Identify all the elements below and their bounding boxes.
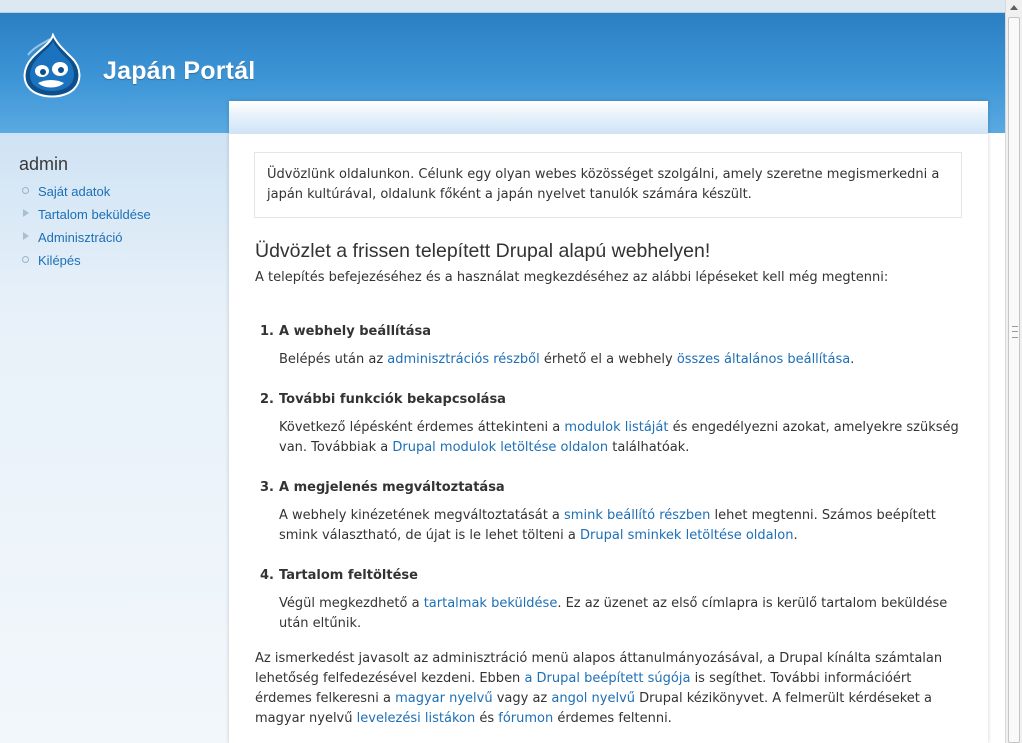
nav-item-own-profile[interactable] [22, 183, 151, 206]
page-title: Üdvözlet a frissen telepített Drupal alapú webhelyen! [255, 240, 711, 262]
outro-text: Drupal kézikönyvet. A felmerült kérdéseket a magyar nyelvű [255, 691, 932, 726]
step-text: . [793, 528, 798, 543]
user-navigation [22, 183, 151, 275]
link-english-handbook[interactable]: angol nyelvű [551, 691, 636, 706]
content-panel-top [229, 101, 988, 134]
step-body [279, 350, 964, 370]
step-text: találhatóak. [608, 440, 690, 455]
outro-text: is segíthet. További információért érdemes felkeresni a [255, 671, 912, 706]
welcome-message [254, 152, 962, 218]
vertical-scrollbar[interactable] [1005, 0, 1022, 743]
user-block-title: admin [19, 154, 69, 174]
outro-paragraph [255, 649, 955, 729]
nav-item-administration[interactable] [22, 229, 151, 252]
step-heading: A megjelenés megváltoztatása [279, 480, 505, 495]
nav-link-own-profile[interactable]: Saját adatok [38, 184, 111, 199]
step-text: Végül megkezdhető a [279, 596, 424, 611]
triangle-bullet-icon [23, 209, 29, 217]
circle-bullet-icon [22, 187, 29, 194]
outro-text: és [475, 711, 499, 726]
nav-link-logout[interactable]: Kilépés [38, 253, 81, 268]
nav-link-create-content[interactable]: Tartalom beküldése [38, 207, 151, 222]
circle-bullet-icon [22, 256, 29, 263]
step-heading: További funkciók bekapcsolása [279, 392, 506, 407]
link-hungarian-handbook[interactable]: magyar nyelvű [395, 691, 493, 706]
outro-text: érdemes feltenni. [553, 711, 672, 726]
link-theme-settings[interactable]: smink beállító részben [564, 508, 711, 523]
nav-item-logout[interactable] [22, 252, 151, 275]
browser-top-strip [0, 0, 1005, 13]
welcome-message-text: Üdvözlünk oldalunkon. Célunk egy olyan webes közösséget szolgálni, amely szeretne megismerkedni a japán kultúrával, oldalunk főként a japán nyelvet tanulók számára készült. [267, 167, 940, 202]
step-body [279, 506, 964, 546]
outro-text: Az ismerkedést javasolt az adminisztráció menü alapos áttanulmányozásával, a Drupal kínálta számtalan lehetőség felfedezésével kezdeni. Ebben [255, 651, 943, 686]
nav-item-create-content[interactable] [22, 206, 151, 229]
step-number: 4. [260, 568, 274, 583]
step-text: Belépés után az [279, 352, 388, 367]
step-body [279, 594, 964, 634]
nav-link-administration[interactable]: Adminisztráció [38, 230, 123, 245]
link-forum[interactable]: fórumon [498, 711, 554, 726]
step-text: Következő lépésként érdemes áttekinteni a [279, 420, 565, 435]
step-body [279, 418, 964, 458]
link-module-list[interactable]: modulok listáját [564, 420, 669, 435]
link-theme-downloads[interactable]: Drupal sminkek letöltése oldalon [580, 528, 794, 543]
link-general-settings[interactable]: összes általános beállítása [676, 352, 851, 367]
step-number: 3. [260, 480, 274, 495]
intro-text: A telepítés befejezéséhez és a használat megkezdéséhez az alábbi lépéseket kell még megtenni: [255, 270, 889, 285]
step-text: A webhely kinézetének megváltoztatását a [279, 508, 565, 523]
outro-text: vagy az [492, 691, 552, 706]
step-heading: Tartalom feltöltése [279, 568, 418, 583]
step-number: 2. [260, 392, 274, 407]
step-text: és engedélyezni azokat, amelyekre szükség van. Továbbiak a [279, 420, 959, 455]
link-create-content[interactable]: tartalmak beküldése [423, 596, 558, 611]
scrollbar-thumb[interactable] [1008, 17, 1020, 743]
scroll-up-arrow-icon[interactable] [1010, 5, 1018, 10]
step-text: . Ez az üzenet az első címlapra is kerülő tartalom beküldése után eltűnik. [279, 596, 948, 631]
drupal-drop-logo-icon[interactable] [20, 33, 84, 99]
site-name[interactable]: Japán Portál [103, 57, 256, 85]
link-mailing-lists[interactable]: levelezési listákon [356, 711, 476, 726]
step-number: 1. [260, 324, 274, 339]
step-text: . [850, 352, 855, 367]
link-drupal-help[interactable]: a Drupal beépített súgója [524, 671, 691, 686]
step-heading: A webhely beállítása [279, 324, 432, 339]
scroll-grip-icon [1012, 326, 1018, 338]
link-admin-section[interactable]: adminisztrációs részből [387, 352, 540, 367]
triangle-bullet-icon [23, 232, 29, 240]
step-text: érhető el a webhely [539, 352, 677, 367]
step-text: lehet megtenni. Számos beépített smink választható, de újat is le lehet tölteni a [279, 508, 936, 543]
link-module-downloads[interactable]: Drupal modulok letöltése oldalon [392, 440, 609, 455]
